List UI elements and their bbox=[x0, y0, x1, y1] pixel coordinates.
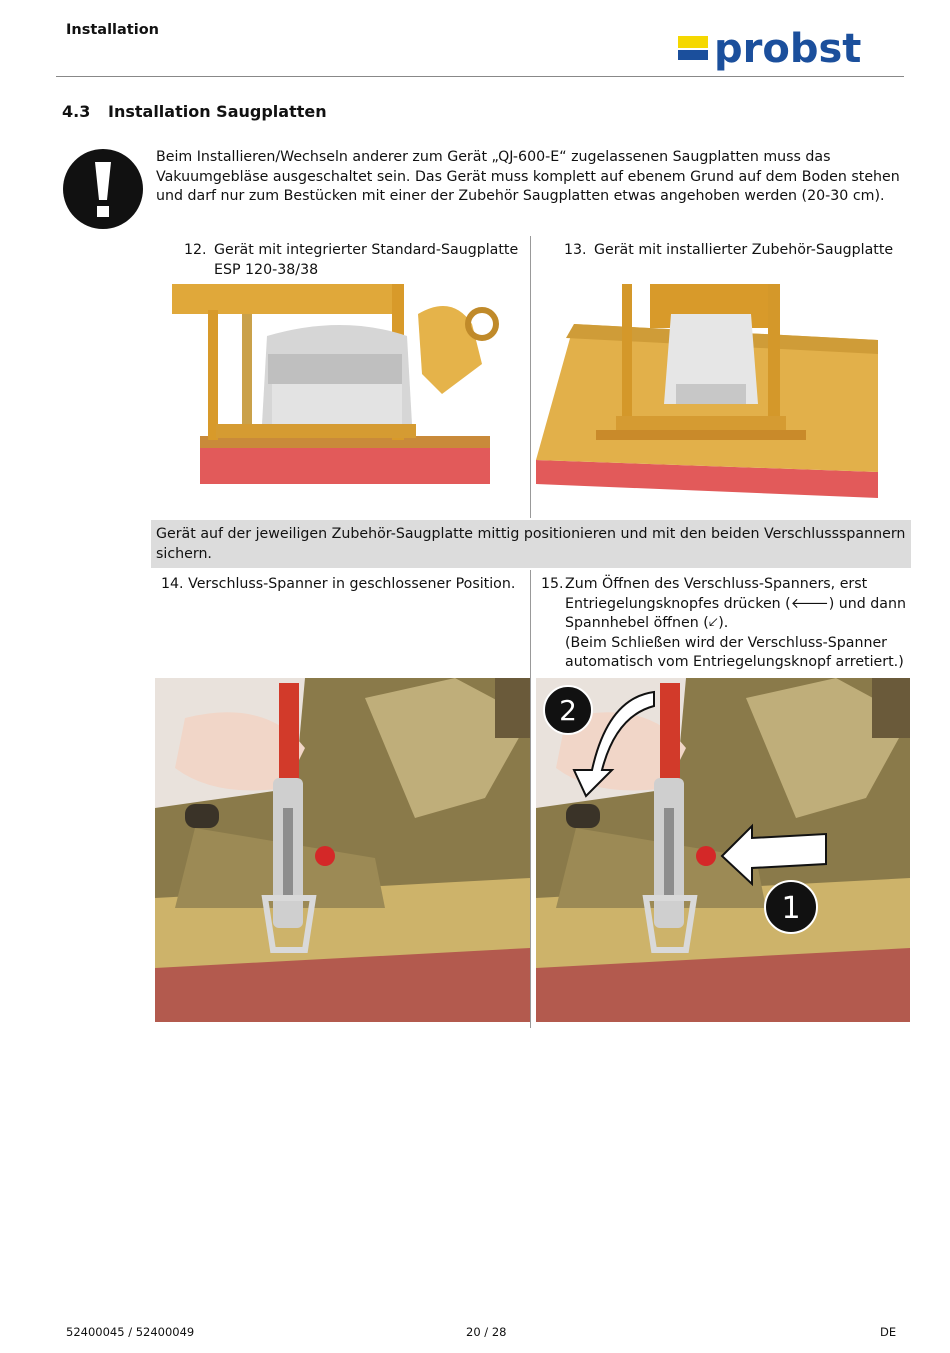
instruction-band-text: Gerät auf der jeweiligen Zubehör-Saugplatte mittig positionieren und mit den beiden Verschlussspannern sichern. bbox=[156, 526, 906, 562]
device-accessory-plate-image bbox=[536, 284, 878, 518]
footer-language: DE bbox=[880, 1325, 897, 1339]
step-number: 14. bbox=[161, 576, 184, 592]
step-text: Zum Öffnen des Verschluss-Spanners, erst Entriegelungsknopfes drücken (🡐) und dann Spannhebel öffnen (🡗). (Beim Schließen wird der Verschluss-Spanner automatisch vom Entriegelungsknopf arretiert.) bbox=[565, 576, 906, 670]
step-12 bbox=[184, 241, 524, 280]
header-divider bbox=[56, 76, 904, 77]
callout-1-number: 1 bbox=[781, 891, 801, 926]
step-text: Gerät mit installierter Zubehör-Saugplatte bbox=[594, 242, 894, 258]
step-number: 15. bbox=[541, 576, 564, 592]
device-standard-plate-image bbox=[152, 284, 530, 518]
footer-page-number: 20 / 28 bbox=[466, 1325, 507, 1339]
logo-text: probst bbox=[714, 26, 862, 72]
section-number: 4.3 bbox=[62, 102, 91, 121]
clamp-open-photo bbox=[536, 678, 910, 1022]
column-divider-top bbox=[530, 236, 531, 518]
step-text: Verschluss-Spanner in geschlossener Position. bbox=[188, 576, 516, 592]
exclamation-icon bbox=[62, 148, 144, 230]
step-text: Gerät mit integrierter Standard-Saugplatte ESP 120-38/38 bbox=[214, 242, 519, 278]
step-14 bbox=[161, 575, 521, 595]
column-divider-bottom bbox=[530, 570, 531, 1028]
section-title: Installation Saugplatten bbox=[108, 102, 327, 121]
step-number: 13. bbox=[564, 242, 587, 258]
clamp-closed-photo bbox=[155, 678, 530, 1022]
probst-logo bbox=[676, 24, 898, 76]
step-13 bbox=[564, 241, 904, 261]
callout-2-number: 2 bbox=[559, 694, 577, 727]
step-number: 12. bbox=[184, 242, 207, 258]
header-section-label: Installation bbox=[66, 22, 159, 38]
step-15 bbox=[541, 575, 906, 673]
warning-text: Beim Installieren/Wechseln anderer zum Gerät „QJ-600-E“ zugelassenen Saugplatten muss das Vakuumgebläse ausgeschaltet sein. Das Gerät muss komplett auf ebenem Grund auf dem Boden stehen und darf nur zum Bestücken mit einer der Zubehör Saugplatten etwas angehoben werden (20-30 cm). bbox=[156, 149, 900, 204]
footer-doc-numbers: 52400045 / 52400049 bbox=[66, 1325, 195, 1339]
